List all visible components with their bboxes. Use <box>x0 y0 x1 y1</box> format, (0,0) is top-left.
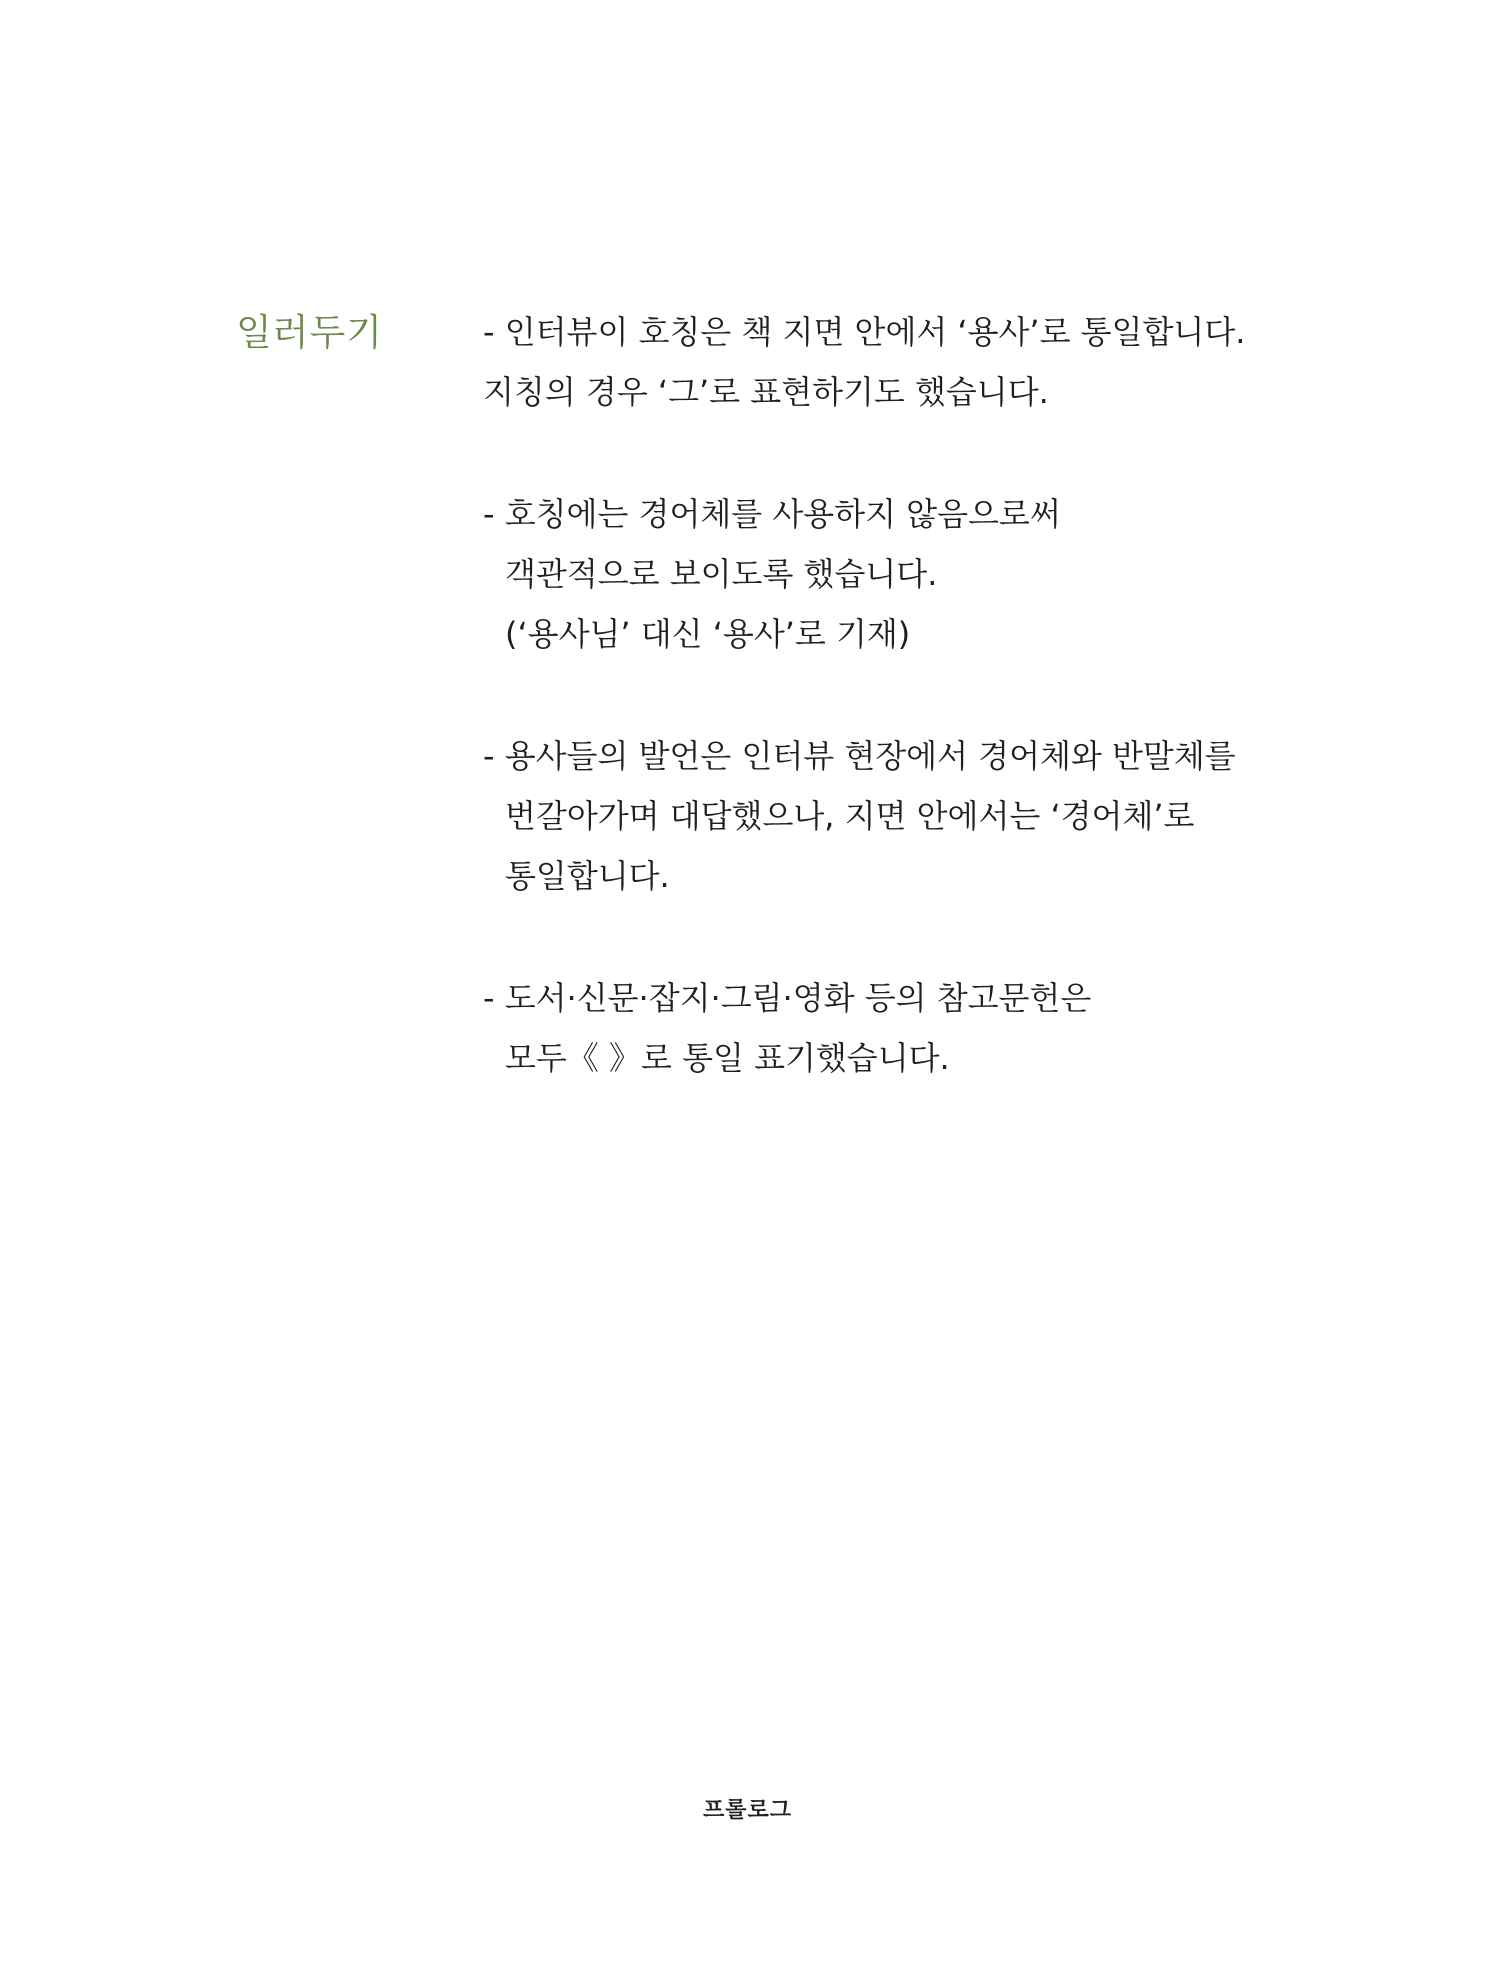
note-item <box>483 302 1383 422</box>
notes-list <box>483 302 1383 1150</box>
note-line: - 인터뷰이 호칭은 책 지면 안에서 ‘용사’로 통일합니다. <box>483 313 1246 351</box>
note-line: 지칭의 경우 ‘그’로 표현하기도 했습니다. <box>483 373 1049 411</box>
note-item <box>483 484 1383 664</box>
note-line: - 용사들의 발언은 인터뷰 현장에서 경어체와 반말체를 <box>483 737 1236 775</box>
note-line: - 도서·신문·잡지·그림·영화 등의 참고문헌은 <box>483 979 1092 1017</box>
note-line: 번갈아가며 대답했으나, 지면 안에서는 ‘경어체’로 <box>505 797 1195 835</box>
section-label: 일러두기 <box>236 311 383 354</box>
note-item <box>483 968 1383 1088</box>
note-line: (‘용사님’ 대신 ‘용사’로 기재) <box>505 615 911 653</box>
page-footer-chapter: 프롤로그 <box>702 1798 792 1823</box>
note-item <box>483 726 1383 906</box>
note-line: 통일합니다. <box>505 857 670 895</box>
note-line: 객관적으로 보이도록 했습니다. <box>505 555 938 593</box>
note-line: - 호칭에는 경어체를 사용하지 않음으로써 <box>483 495 1061 533</box>
note-line: 모두《 》로 통일 표기했습니다. <box>505 1039 950 1077</box>
